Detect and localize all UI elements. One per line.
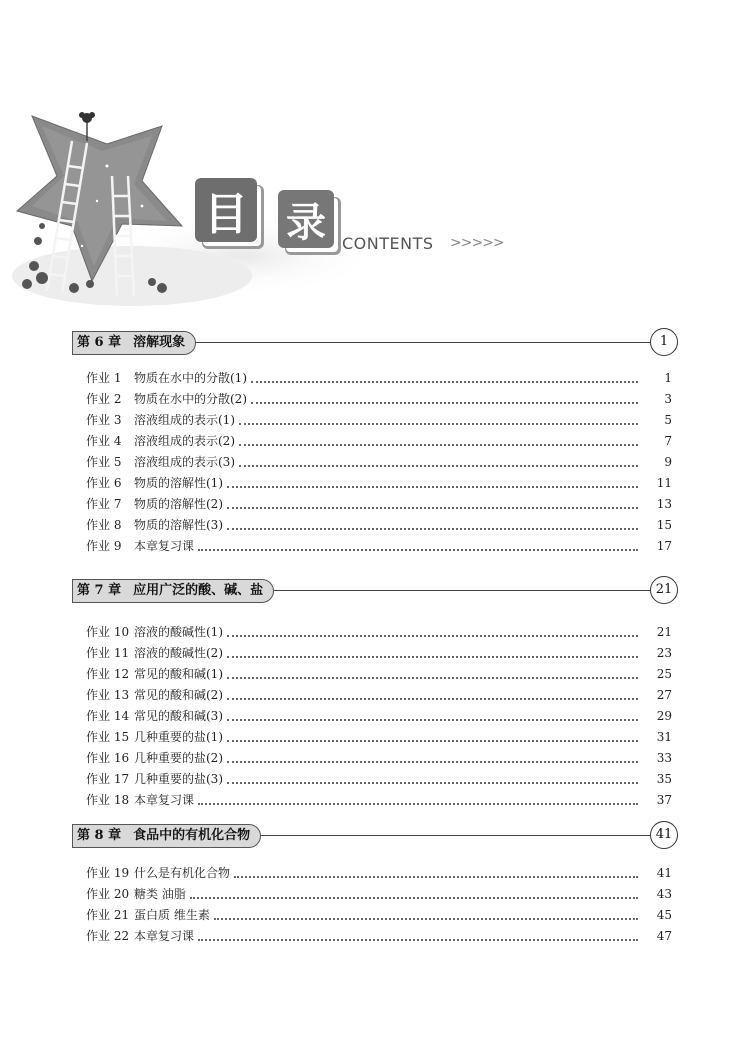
chapter-tag[interactable] [72,824,261,848]
toc-entry[interactable] [72,431,680,452]
chapter-page-badge: 1 [650,328,678,356]
entry-page: 17 [656,539,672,553]
entry-title: 溶液组成的表示(3) [134,455,235,469]
chapter-title: 应用广泛的酸、碱、盐 [133,583,264,598]
entry-title: 几种重要的盐(1) [134,730,223,744]
entry-page: 21 [656,625,672,639]
entry-page: 9 [664,455,672,469]
dot-leader [239,443,638,446]
entry-page: 1 [664,371,672,385]
entry-title: 糖类 油脂 [134,887,186,901]
entry-number: 作业 6 [86,476,122,490]
entry-number: 作业 12 [86,667,130,681]
entry-number: 作业 2 [86,392,122,406]
chapter-header [72,330,680,360]
dot-leader [198,548,638,551]
entry-number: 作业 22 [86,929,130,943]
entry-title: 溶液的酸碱性(1) [134,625,223,639]
toc-entry[interactable] [72,536,680,557]
toc-entry[interactable] [72,473,680,494]
dot-leader [227,781,638,784]
entry-title: 溶液组成的表示(2) [134,434,235,448]
toc-entry[interactable] [72,643,680,664]
entry-title: 几种重要的盐(3) [134,772,223,786]
toc-entry[interactable] [72,905,680,926]
entry-list [72,863,680,947]
chapter-title: 溶解现象 [133,335,186,350]
entry-number: 作业 20 [86,887,130,901]
entry-page: 33 [656,751,672,765]
entry-number: 作业 4 [86,434,122,448]
entry-number: 作业 5 [86,455,122,469]
entry-title: 什么是有机化合物 [134,866,231,880]
chapter-page-badge: 41 [650,821,678,849]
entry-number: 作业 18 [86,793,130,807]
chapter-number: 第 8 章 [77,828,122,843]
dot-leader [227,697,638,700]
dot-leader [234,875,638,878]
entry-page: 37 [656,793,672,807]
entry-title: 物质在水中的分散(1) [134,371,247,385]
chapter-tag[interactable] [72,579,274,603]
entry-page: 45 [656,908,672,922]
toc-entry[interactable] [72,685,680,706]
dot-leader [251,380,638,383]
dot-leader [190,896,638,899]
dot-leader [227,506,638,509]
chapter-header [72,578,680,608]
entry-number: 作业 16 [86,751,130,765]
entry-list [72,368,680,557]
entry-title: 常见的酸和碱(2) [134,688,223,702]
entry-number: 作业 15 [86,730,130,744]
toc-entry[interactable] [72,389,680,410]
entry-page: 47 [656,929,672,943]
entry-page: 31 [656,730,672,744]
toc-entry[interactable] [72,748,680,769]
entry-page: 3 [664,392,672,406]
entry-number: 作业 11 [86,646,130,660]
dot-leader [214,917,638,920]
title-char-lu: 录 [278,190,334,248]
entry-title: 物质的溶解性(2) [134,497,223,511]
dot-leader [227,485,638,488]
dot-leader [198,938,638,941]
dot-leader [227,676,638,679]
toc-entry[interactable] [72,452,680,473]
chapter-page-badge: 21 [650,576,678,604]
toc-entry[interactable] [72,410,680,431]
toc-entry[interactable] [72,863,680,884]
entry-number: 作业 8 [86,518,122,532]
entry-title: 本章复习课 [134,929,195,943]
entry-list [72,622,680,811]
toc-entry[interactable] [72,622,680,643]
entry-page: 5 [664,413,672,427]
dot-leader [239,464,638,467]
chapter-title: 食品中的有机化合物 [133,828,251,843]
toc-entry[interactable] [72,769,680,790]
toc-entry[interactable] [72,727,680,748]
dot-leader [227,760,638,763]
dot-leader [227,718,638,721]
toc-entry[interactable] [72,515,680,536]
entry-title: 蛋白质 维生素 [134,908,210,922]
entry-page: 13 [656,497,672,511]
entry-number: 作业 14 [86,709,130,723]
chapter-8 [72,823,680,947]
dot-leader [239,422,638,425]
entry-title: 常见的酸和碱(3) [134,709,223,723]
toc-entry[interactable] [72,790,680,811]
chapter-number: 第 6 章 [77,335,122,350]
entry-number: 作业 3 [86,413,122,427]
toc-entry[interactable] [72,926,680,947]
dot-leader [227,655,638,658]
dot-leader [227,527,638,530]
entry-page: 43 [656,887,672,901]
entry-page: 7 [664,434,672,448]
entry-number: 作业 10 [86,625,130,639]
entry-page: 15 [656,518,672,532]
entry-number: 作业 9 [86,539,122,553]
entry-title: 溶液组成的表示(1) [134,413,235,427]
contents-label: CONTENTS [342,234,434,253]
toc-entry[interactable] [72,884,680,905]
entry-number: 作业 21 [86,908,130,922]
entry-page: 35 [656,772,672,786]
entry-number: 作业 19 [86,866,130,880]
entry-number: 作业 1 [86,371,122,385]
dot-leader [198,802,638,805]
entry-title: 几种重要的盐(2) [134,751,223,765]
chapter-header [72,823,680,853]
chapter-7 [72,578,680,811]
entry-title: 常见的酸和碱(1) [134,667,223,681]
contents-arrows: >>>>> [450,235,504,251]
dot-leader [227,739,638,742]
entry-title: 溶液的酸碱性(2) [134,646,223,660]
entry-title: 本章复习课 [134,793,195,807]
toc-entry[interactable] [72,706,680,727]
entry-page: 25 [656,667,672,681]
toc-entry[interactable] [72,368,680,389]
entry-number: 作业 13 [86,688,130,702]
entry-title: 物质的溶解性(1) [134,476,223,490]
title-char-mu: 目 [195,178,257,242]
entry-page: 41 [656,866,672,880]
toc-entry[interactable] [72,664,680,685]
entry-page: 29 [656,709,672,723]
entry-number: 作业 17 [86,772,130,786]
entry-title: 本章复习课 [134,539,195,553]
entry-title: 物质的溶解性(3) [134,518,223,532]
dot-leader [227,634,638,637]
dot-leader [251,401,638,404]
entry-page: 27 [656,688,672,702]
toc-entry[interactable] [72,494,680,515]
chapter-number: 第 7 章 [77,583,122,598]
chapter-6 [72,330,680,557]
entry-page: 11 [656,476,672,490]
entry-page: 23 [656,646,672,660]
chapter-tag[interactable] [72,331,196,355]
entry-title: 物质在水中的分散(2) [134,392,247,406]
entry-number: 作业 7 [86,497,122,511]
